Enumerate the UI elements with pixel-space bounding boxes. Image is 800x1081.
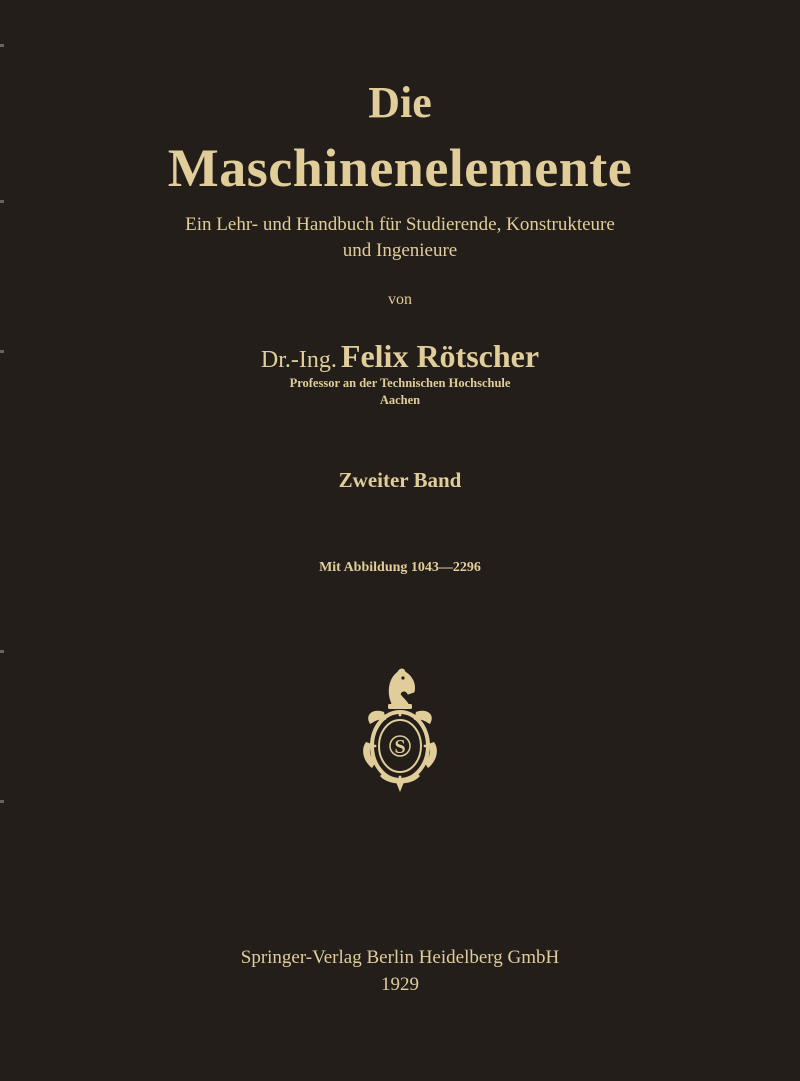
author-affiliation bbox=[0, 375, 800, 409]
author-prefix: Dr.-Ing. bbox=[260, 347, 337, 373]
illustrations-note: Mit Abbildung 1043—2296 bbox=[319, 560, 481, 575]
edge-mark bbox=[0, 800, 4, 803]
subtitle-line-2: und Ingenieure bbox=[342, 240, 458, 261]
by-label: von bbox=[388, 291, 412, 308]
author-name: Felix Rötscher bbox=[340, 338, 540, 374]
publisher-block bbox=[0, 944, 800, 998]
subtitle-line-1: Ein Lehr- und Handbuch für Studierende, Konstrukteure bbox=[185, 214, 615, 235]
springer-chess-knight-emblem-icon bbox=[350, 664, 450, 796]
publisher-name: Springer-Verlag Berlin Heidelberg GmbH bbox=[240, 947, 560, 968]
publication-year: 1929 bbox=[381, 974, 419, 995]
affiliation-line-1: Professor an der Technischen Hochschule bbox=[289, 376, 511, 390]
edge-mark bbox=[0, 44, 4, 47]
affiliation-line-2: Aachen bbox=[379, 393, 421, 407]
title-line-2: Maschinenelemente bbox=[167, 138, 633, 198]
title-line-1: Die bbox=[368, 78, 432, 127]
volume-label: Zweiter Band bbox=[338, 468, 462, 492]
edge-mark bbox=[0, 200, 4, 203]
edge-mark bbox=[0, 650, 4, 653]
logo-monogram: S bbox=[394, 736, 406, 758]
subtitle bbox=[0, 212, 800, 264]
